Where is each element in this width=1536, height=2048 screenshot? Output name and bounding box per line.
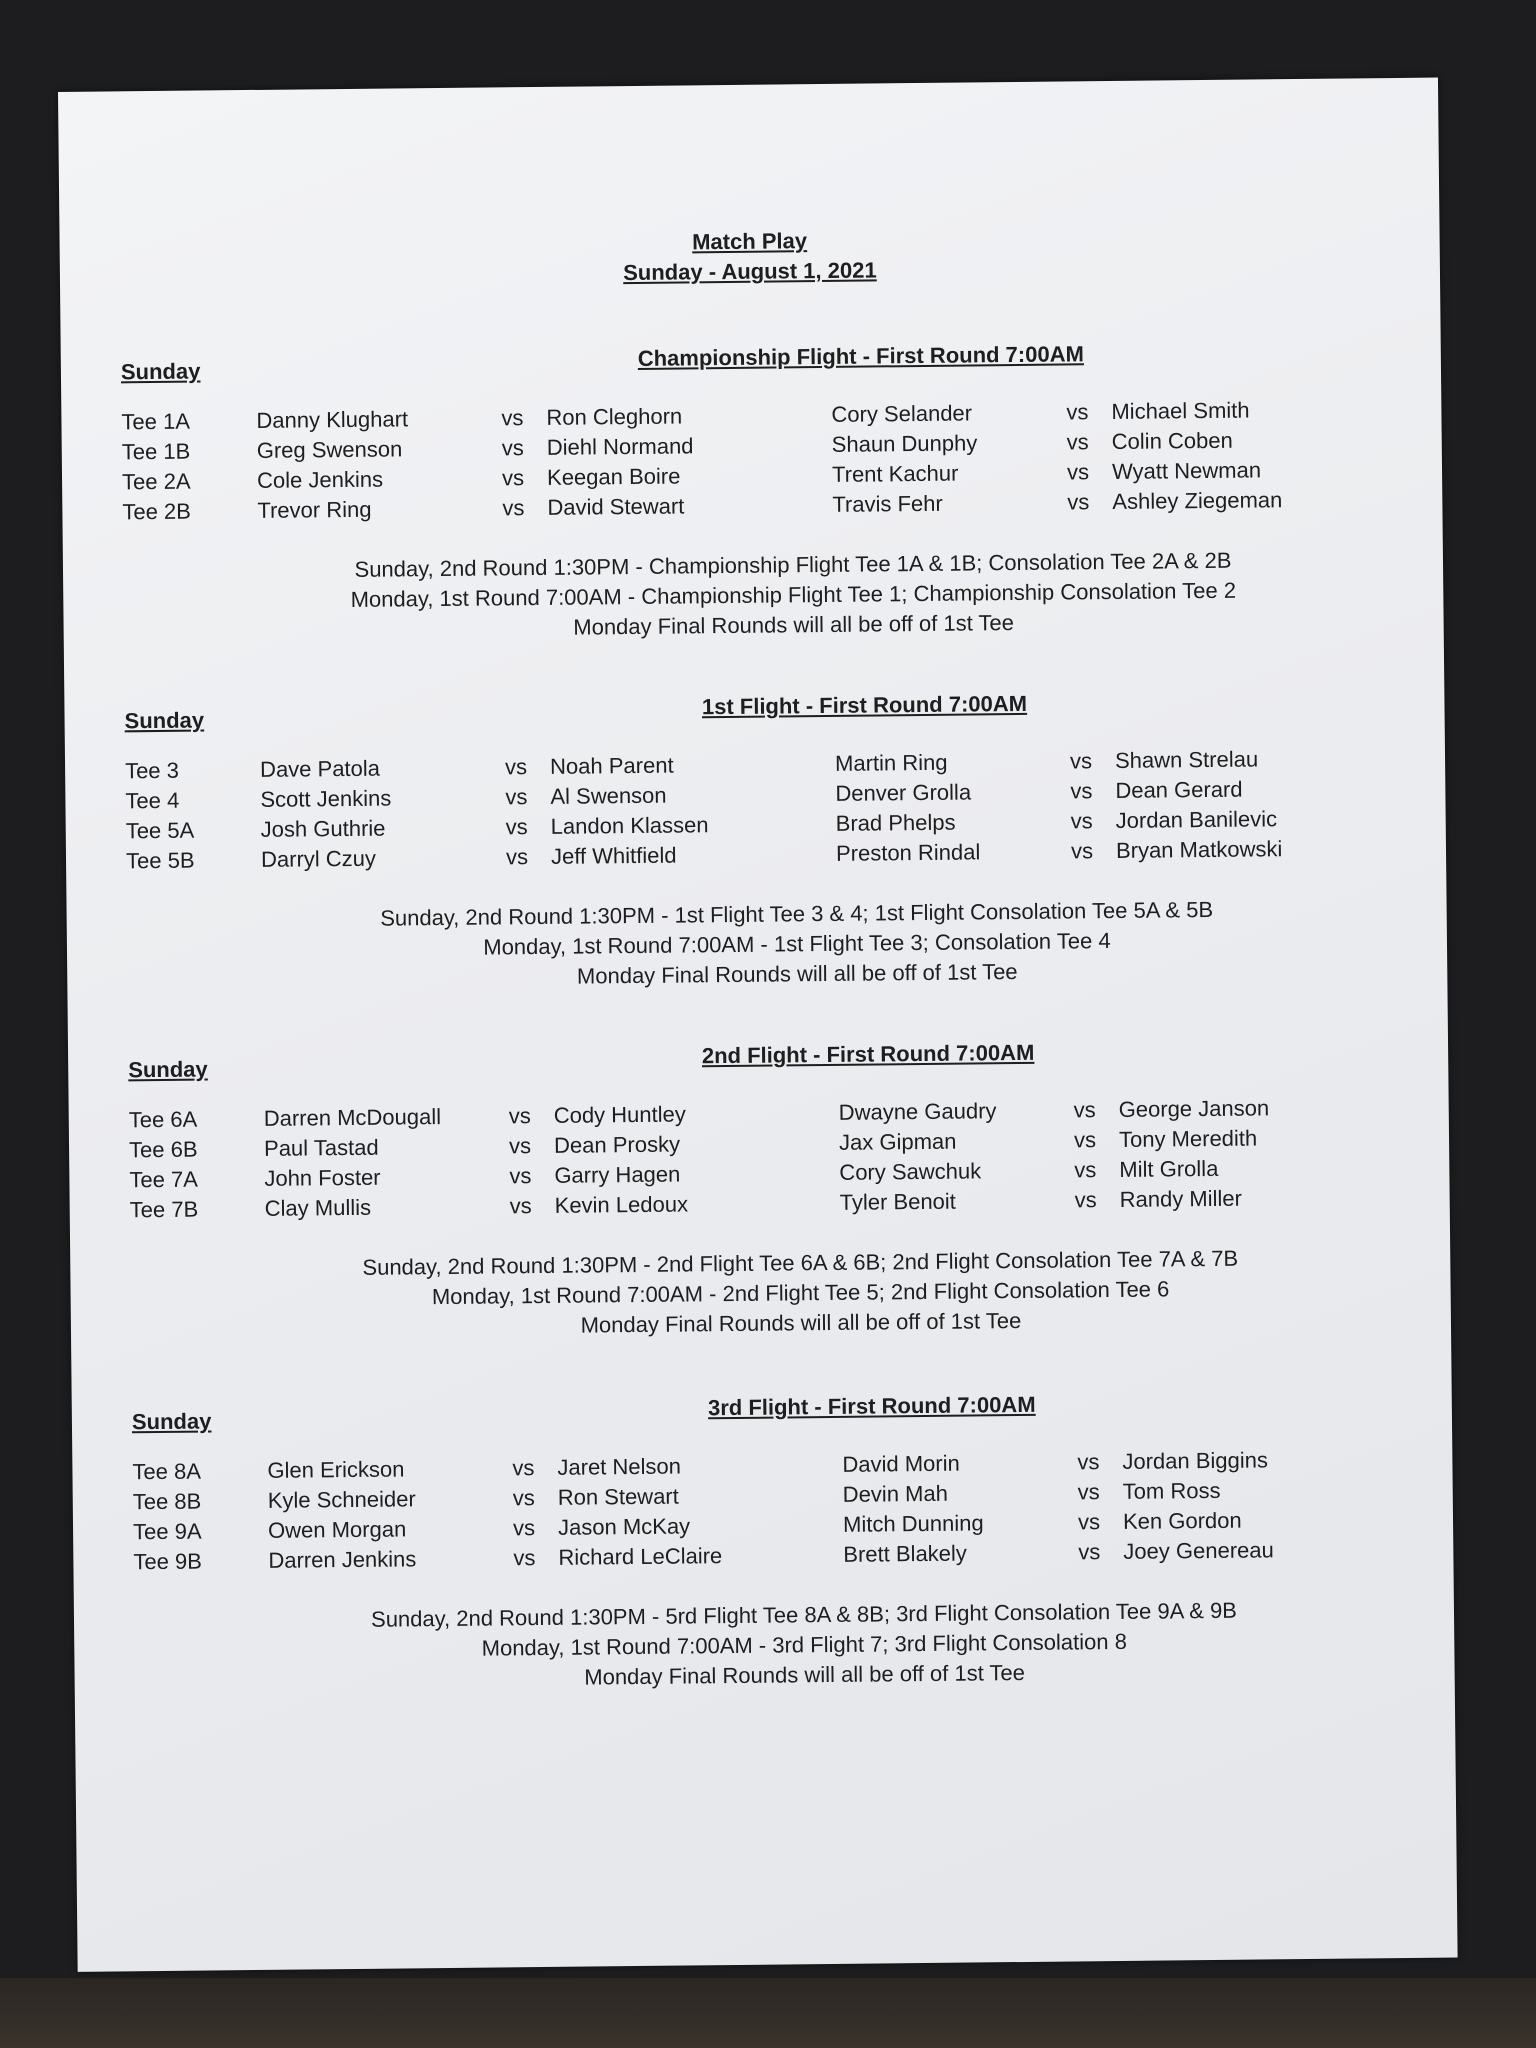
printed-sheet	[58, 78, 1458, 1972]
section-day-label: Sunday	[128, 1056, 208, 1083]
flight-title: 2nd Flight - First Round 7:00AM	[701, 1039, 1035, 1069]
schedule-note-line: Monday, 1st Round 7:00AM - Championship Flight Tee 1; Championship Consolation Tee 2	[350, 577, 1237, 612]
versus-label: vs	[1073, 1127, 1097, 1153]
player-name: Owen Morgan	[267, 1516, 407, 1543]
player-name: Jordan Biggins	[1122, 1447, 1269, 1474]
player-name: Glen Erickson	[267, 1456, 405, 1483]
versus-label: vs	[1074, 1157, 1097, 1183]
versus-label: vs	[505, 844, 529, 870]
tee-label: Tee 8A	[132, 1458, 202, 1485]
player-name: Keegan Boire	[546, 463, 681, 490]
player-name: Trevor Ring	[257, 496, 372, 523]
player-name: Randy Miller	[1119, 1185, 1243, 1212]
player-name: Josh Guthrie	[260, 815, 386, 842]
player-name: Darryl Czuy	[260, 845, 377, 872]
flight-section	[128, 1039, 1391, 1377]
pairings-table	[129, 1094, 1390, 1227]
player-name: Dean Prosky	[553, 1131, 681, 1158]
versus-label: vs	[513, 1545, 536, 1571]
versus-label: vs	[1074, 1187, 1097, 1213]
player-name: Al Swenson	[550, 782, 667, 809]
versus-label: vs	[1078, 1539, 1101, 1565]
versus-label: vs	[1077, 1479, 1100, 1505]
versus-label: vs	[512, 1455, 535, 1481]
tee-label: Tee 1A	[121, 408, 191, 435]
player-name: Cory Sawchuk	[839, 1158, 982, 1185]
schedule-note-line: Monday, 1st Round 7:00AM - 3rd Flight 7; 3rd Flight Consolation 8	[481, 1628, 1128, 1661]
player-name: Cory Selander	[831, 400, 973, 427]
schedule-note-line: Sunday, 2nd Round 1:30PM - 1st Flight Tee 3 & 4; 1st Flight Consolation Tee 5A & 5B	[380, 896, 1214, 931]
player-name: Mitch Dunning	[842, 1510, 984, 1537]
player-name: Shawn Strelau	[1114, 746, 1259, 773]
player-name: Dave Patola	[259, 755, 381, 782]
pairings-table	[125, 745, 1386, 878]
tee-label: Tee 8B	[132, 1488, 202, 1515]
pairings-table	[132, 1446, 1393, 1579]
versus-label: vs	[505, 814, 528, 840]
player-name: Cody Huntley	[553, 1101, 686, 1128]
player-name: Ron Stewart	[557, 1483, 679, 1510]
tee-label: Tee 6B	[128, 1136, 198, 1163]
versus-label: vs	[502, 495, 525, 521]
versus-label: vs	[1077, 1509, 1101, 1535]
versus-label: vs	[1070, 808, 1093, 834]
player-name: Jax Gipman	[838, 1128, 957, 1155]
player-name: Michael Smith	[1111, 397, 1250, 424]
versus-label: vs	[1070, 778, 1093, 804]
flight-section	[120, 341, 1384, 679]
versus-label: vs	[1070, 838, 1094, 864]
tee-label: Tee 9A	[132, 1518, 202, 1545]
player-name: Darren Jenkins	[268, 1546, 417, 1573]
versus-label: vs	[504, 754, 528, 780]
versus-label: vs	[509, 1163, 532, 1189]
player-name: Bryan Matkowski	[1115, 836, 1283, 863]
flight-title: Championship Flight - First Round 7:00AM	[637, 341, 1084, 371]
player-name: Ashley Ziegeman	[1112, 487, 1283, 514]
versus-label: vs	[1073, 1097, 1096, 1123]
player-name: Darren McDougall	[263, 1104, 442, 1131]
player-name: Jordan Banilevic	[1115, 806, 1278, 833]
flight-title: 1st Flight - First Round 7:00AM	[701, 690, 1028, 720]
versus-label: vs	[501, 465, 525, 491]
versus-label: vs	[505, 784, 528, 810]
player-name: John Foster	[264, 1164, 381, 1191]
versus-label: vs	[1066, 399, 1089, 425]
schedule-note-line: Sunday, 2nd Round 1:30PM - Championship Flight Tee 1A & 1B; Consolation Tee 2A & 2B	[354, 547, 1232, 582]
player-name: Denver Grolla	[835, 779, 972, 806]
versus-label: vs	[1067, 489, 1090, 515]
player-name: Cole Jenkins	[256, 466, 384, 493]
player-name: Kyle Schneider	[267, 1486, 416, 1513]
schedule-note-line: Monday Final Rounds will all be off of 1st Tee	[584, 1659, 1026, 1690]
player-name: Scott Jenkins	[260, 785, 392, 812]
schedule-notes	[250, 1243, 1351, 1345]
tee-label: Tee 2B	[122, 498, 192, 525]
player-name: Clay Mullis	[264, 1194, 372, 1221]
background-surface	[0, 1978, 1536, 2048]
player-name: Kevin Ledoux	[554, 1191, 689, 1218]
tee-label: Tee 4	[125, 787, 180, 814]
schedule-note-line: Sunday, 2nd Round 1:30PM - 5rd Flight Tee 8A & 8B; 3rd Flight Consolation Tee 9A & 9B	[370, 1597, 1238, 1632]
section-day-label: Sunday	[124, 707, 205, 734]
versus-label: vs	[508, 1133, 532, 1159]
player-name: Jaret Nelson	[557, 1453, 682, 1480]
player-name: Garry Hagen	[554, 1161, 681, 1188]
schedule-notes	[247, 894, 1348, 996]
tee-label: Tee 7B	[129, 1196, 199, 1223]
player-name: Milt Grolla	[1119, 1155, 1219, 1182]
schedule-notes	[254, 1595, 1355, 1697]
player-name: Noah Parent	[549, 752, 674, 779]
tee-label: Tee 6A	[128, 1106, 198, 1133]
player-name: Ken Gordon	[1122, 1507, 1242, 1534]
flight-title: 3rd Flight - First Round 7:00AM	[707, 1391, 1036, 1421]
versus-label: vs	[509, 1193, 532, 1219]
tee-label: Tee 5A	[125, 817, 195, 844]
player-name: Tom Ross	[1122, 1477, 1221, 1504]
player-name: Brad Phelps	[835, 809, 956, 836]
tee-label: Tee 7A	[129, 1166, 199, 1193]
versus-label: vs	[501, 405, 524, 431]
tee-label: Tee 5B	[125, 847, 195, 874]
player-name: Colin Coben	[1111, 427, 1233, 454]
tee-label: Tee 9B	[133, 1548, 203, 1575]
tee-label: Tee 1B	[121, 438, 191, 465]
player-name: Trent Kachur	[831, 460, 959, 487]
versus-label: vs	[512, 1485, 535, 1511]
player-name: Jason McKay	[557, 1513, 691, 1540]
section-day-label: Sunday	[120, 358, 201, 385]
schedule-note-line: Monday Final Rounds will all be off of 1st Tee	[573, 610, 1015, 640]
player-name: Dwayne Gaudry	[838, 1098, 997, 1125]
player-name: Martin Ring	[834, 749, 948, 776]
player-name: Landon Klassen	[550, 812, 709, 839]
versus-label: vs	[512, 1515, 536, 1541]
flight-section	[124, 690, 1387, 1028]
document-date: Sunday - August 1, 2021	[623, 257, 877, 286]
player-name: David Stewart	[547, 493, 685, 520]
tee-label: Tee 2A	[121, 468, 191, 495]
player-name: Tony Meredith	[1118, 1125, 1258, 1152]
player-name: Richard LeClaire	[558, 1543, 723, 1570]
player-name: Tyler Benoit	[839, 1188, 956, 1215]
schedule-note-line: Sunday, 2nd Round 1:30PM - 2nd Flight Tee 6A & 6B; 2nd Flight Consolation Tee 7A & 7B	[362, 1245, 1239, 1280]
player-name: Dean Gerard	[1115, 776, 1243, 803]
versus-label: vs	[1066, 429, 1089, 455]
player-name: Devin Mah	[842, 1480, 949, 1507]
document-title: Match Play	[692, 228, 808, 255]
player-name: Greg Swenson	[256, 436, 403, 463]
player-name: Preston Rindal	[835, 839, 981, 866]
player-name: Diehl Normand	[546, 433, 694, 460]
document-header	[59, 220, 1440, 294]
tee-label: Tee 3	[124, 757, 180, 784]
flight-section	[131, 1391, 1395, 1729]
section-day-label: Sunday	[131, 1408, 212, 1435]
pairings-table	[121, 396, 1382, 529]
player-name: Joey Genereau	[1123, 1537, 1274, 1564]
player-name: Wyatt Newman	[1111, 457, 1262, 484]
versus-label: vs	[1077, 1449, 1100, 1475]
player-name: David Morin	[842, 1450, 960, 1477]
player-name: Travis Fehr	[832, 490, 943, 517]
schedule-note-line: Monday, 1st Round 7:00AM - 1st Flight Tee 3; Consolation Tee 4	[483, 928, 1111, 960]
player-name: Ron Cleghorn	[546, 403, 683, 430]
schedule-note-line: Monday, 1st Round 7:00AM - 2nd Flight Tee 5; 2nd Flight Consolation Tee 6	[431, 1276, 1170, 1310]
versus-label: vs	[508, 1103, 531, 1129]
player-name: Brett Blakely	[843, 1540, 967, 1567]
versus-label: vs	[501, 435, 524, 461]
versus-label: vs	[1066, 459, 1090, 485]
schedule-note-line: Monday Final Rounds will all be off of 1st Tee	[580, 1307, 1022, 1338]
player-name: Jeff Whitfield	[550, 842, 677, 869]
schedule-notes	[243, 545, 1344, 647]
versus-label: vs	[1069, 748, 1093, 774]
player-name: Paul Tastad	[263, 1134, 379, 1161]
schedule-note-line: Monday Final Rounds will all be off of 1st Tee	[576, 959, 1018, 989]
player-name: Shaun Dunphy	[831, 430, 978, 457]
player-name: George Janson	[1118, 1095, 1270, 1122]
player-name: Danny Klughart	[256, 406, 409, 433]
